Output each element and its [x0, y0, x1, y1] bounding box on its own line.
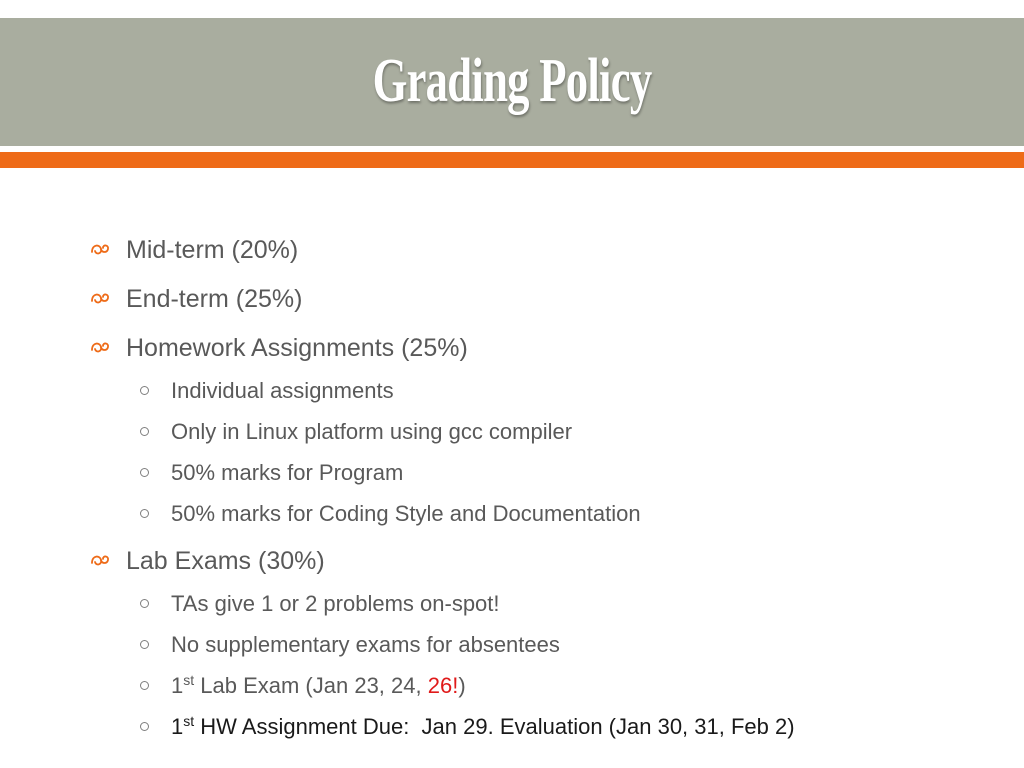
circle-bullet-icon — [140, 468, 149, 477]
slide-title: Grading Policy — [372, 47, 652, 115]
scroll-bullet-icon — [90, 337, 114, 355]
circle-bullet-icon — [140, 681, 149, 690]
bullet-text: Homework Assignments (25%) — [126, 334, 468, 362]
sub-bullet-text: TAs give 1 or 2 problems on-spot! — [171, 591, 500, 616]
scroll-bullet-icon — [90, 288, 114, 306]
sub-bullet-text: 50% marks for Coding Style and Documentation — [171, 501, 641, 526]
bullet-item-lab-exams — [126, 546, 325, 576]
sub-bullet-item — [171, 501, 641, 527]
bullet-item-midterm — [126, 235, 298, 265]
bullet-text: End-term (25%) — [126, 285, 303, 313]
ordinal-number: 1 — [171, 673, 184, 698]
bullet-text: Mid-term (20%) — [126, 236, 299, 264]
ordinal-number: 1 — [171, 714, 184, 739]
sub-bullet-item — [171, 378, 394, 404]
hw-due-text: HW Assignment Due: Jan 29. Evaluation (Jan 30, 31, Feb 2) — [194, 714, 795, 739]
circle-bullet-icon — [140, 599, 149, 608]
lab-exam-text: Lab Exam (Jan 23, 24, — [194, 673, 428, 698]
circle-bullet-icon — [140, 722, 149, 731]
highlighted-date: 26! — [427, 673, 459, 698]
circle-bullet-icon — [140, 386, 149, 395]
ordinal-suffix: st — [183, 672, 195, 688]
closing-paren: ) — [458, 673, 466, 698]
bullet-text: Lab Exams (30%) — [126, 547, 325, 575]
sub-bullet-item — [171, 632, 560, 658]
sub-bullet-text: 50% marks for Program — [171, 460, 404, 485]
bullet-item-endterm — [126, 284, 302, 314]
sub-bullet-item-lab-exam-date — [171, 673, 466, 699]
sub-bullet-item — [171, 419, 572, 445]
circle-bullet-icon — [140, 640, 149, 649]
sub-bullet-item — [171, 591, 500, 617]
scroll-bullet-icon — [90, 550, 114, 568]
sub-bullet-text: No supplementary exams for absentees — [171, 632, 560, 657]
circle-bullet-icon — [140, 509, 149, 518]
sub-bullet-text: Individual assignments — [171, 378, 394, 403]
sub-bullet-item-hw-due — [171, 714, 795, 740]
bullet-item-homework — [126, 333, 468, 363]
circle-bullet-icon — [140, 427, 149, 436]
scroll-bullet-icon — [90, 239, 114, 257]
sub-bullet-text: Only in Linux platform using gcc compiler — [171, 419, 573, 444]
sub-bullet-item — [171, 460, 403, 486]
ordinal-suffix: st — [183, 713, 195, 729]
